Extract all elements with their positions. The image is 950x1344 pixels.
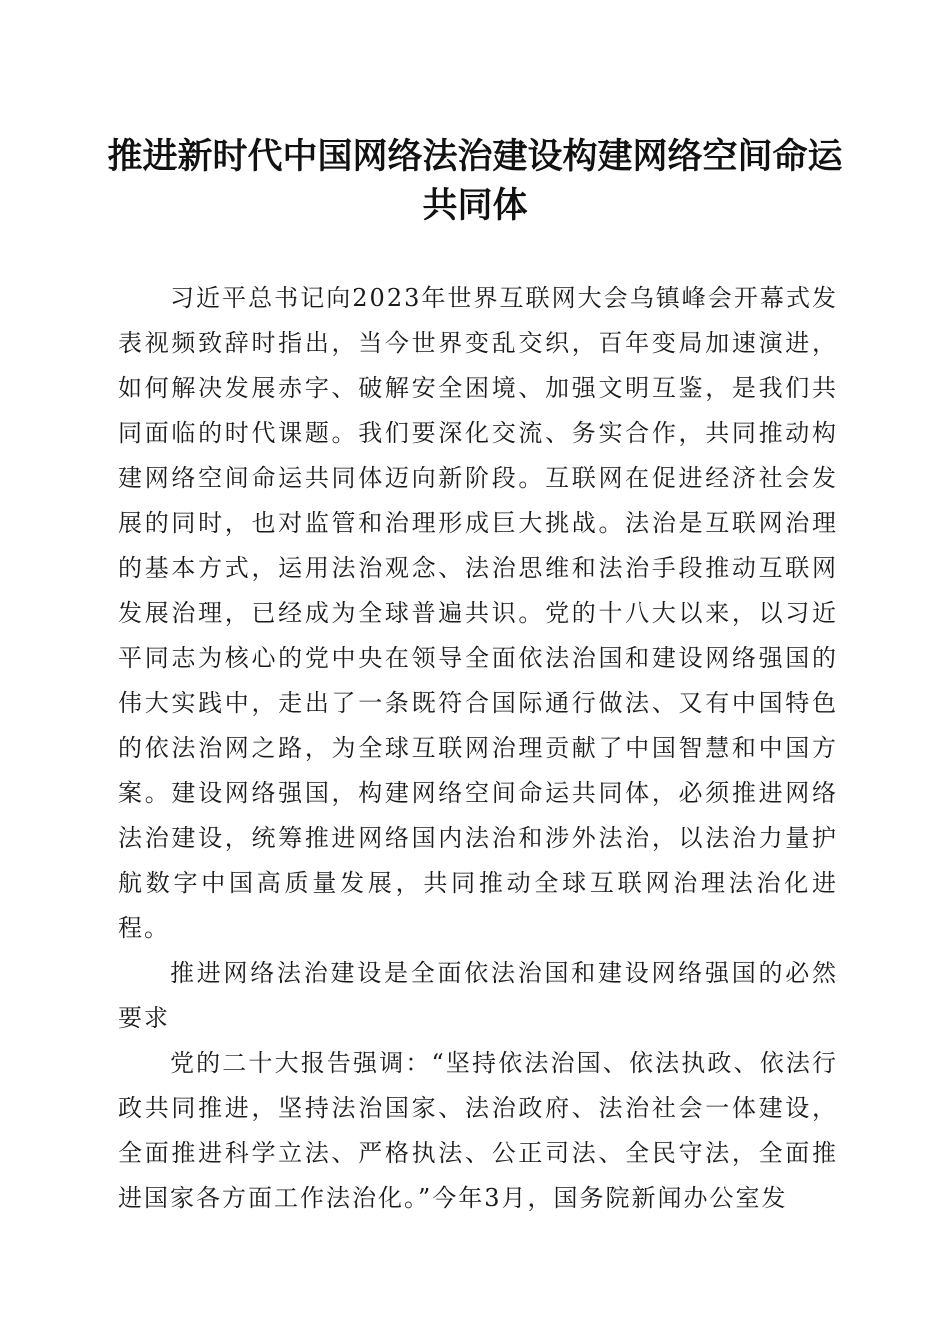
paragraph-intro: 习近平总书记向2023年世界互联网大会乌镇峰会开幕式发表视频致辞时指出，当今世界变乱交织，百年变局加速演进，如何解决发展赤字、破解安全困境、加强文明互鉴，是我们共同面临的时代课题。我们要深化交流、务实合作，共同推动构建网络空间命运共同体迈向新阶段。互联网在促进经济社会发展的同时，也对监管和治理形成巨大挑战。法治是互联网治理的基本方式，运用法治观念、法治思维和法治手段推动互联网发展治理，已经成为全球普遍共识。党的十八大以来，以习近平同志为核心的党中央在领导全面依法治国和建设网络强国的伟大实践中，走出了一条既符合国际通行做法、又有中国特色的依法治网之路，为全球互联网治理贡献了中国智慧和中国方案。建设网络强国，构建网络空间命运共同体，必须推进网络法治建设，统筹推进网络国内法治和涉外法治，以法治力量护航数字中国高质量发展，共同推动全球互联网治理法治化进程。 <box>118 284 838 942</box>
document-body <box>118 276 838 1221</box>
paragraph-report: 党的二十大报告强调：“坚持依法治国、依法执政、依法行政共同推进，坚持法治国家、法治政府、法治社会一体建设，全面推进科学立法、严格执法、公正司法、全民守法，全面推进国家各方面工作法治化。”今年3月，国务院新闻办公室发 <box>118 1049 838 1212</box>
document-title: 推进新时代中国网络法治建设构建网络空间命运共同体 <box>107 136 843 226</box>
section-heading: 推进网络法治建设是全面依法治国和建设网络强国的必然要求 <box>118 959 838 1032</box>
